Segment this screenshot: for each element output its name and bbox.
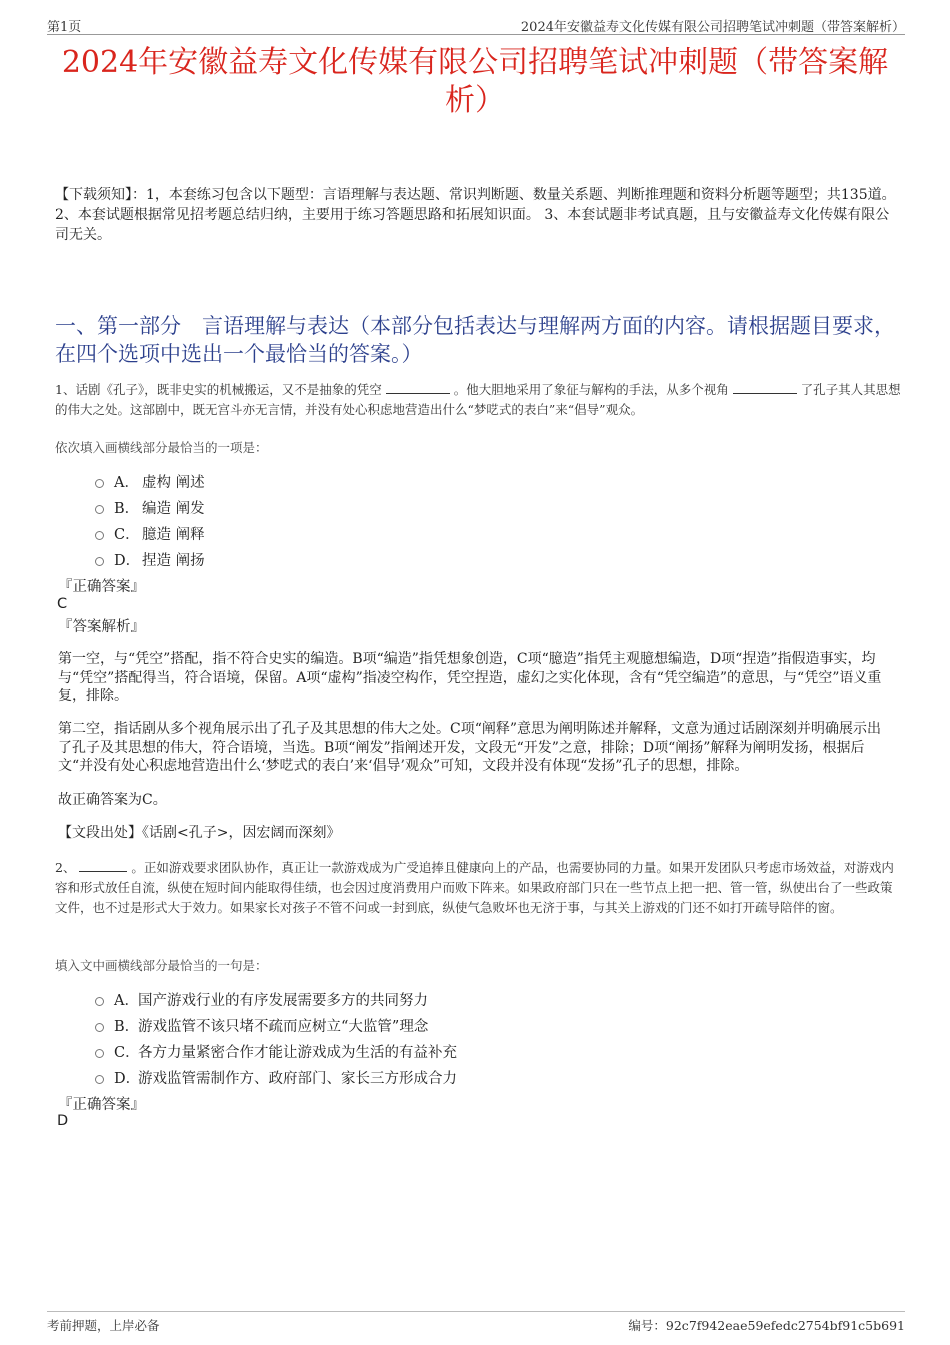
q1-analysis-label: 『答案解析』 (58, 619, 145, 635)
q2-option-c[interactable] (95, 1038, 457, 1064)
question-2-text (55, 858, 902, 918)
option-letter: C． (114, 526, 140, 543)
footer-serial: 编号：92c7f942eae59efedc2754bf91c5b691 (628, 1318, 905, 1333)
q1-option-c[interactable] (95, 520, 205, 546)
document-title: 2024年安徽益寿文化传媒有限公司招聘笔试冲刺题（带答案解析） (61, 45, 889, 118)
q1-option-d[interactable] (95, 546, 205, 572)
page-header (47, 14, 905, 35)
q1-source: 【文段出处】《话剧<孔子>，因宏阔而深刻》 (58, 825, 341, 841)
option-text: 臆造 阐释 (142, 526, 205, 543)
footer-slogan: 考前押题，上岸必备 (47, 1318, 160, 1333)
q2-text-part-a: 2、 (55, 860, 76, 875)
radio-icon[interactable] (95, 479, 104, 488)
option-letter: C． (114, 1044, 140, 1061)
radio-icon[interactable] (95, 1049, 104, 1058)
radio-icon[interactable] (95, 1023, 104, 1032)
q2-options (95, 986, 457, 1090)
q2-text-part-b: 。正如游戏要求团队协作，真正让一款游戏成为广受追捧且健康向上的产品，也需要协同的力量。如果开发团队只考虑市场效益，对游戏内容和形式放任自流，纵使在短时间内能取得佳绩，也会因过度消费用户而败下阵来。如果政府部门只在一些节点上把一把、管一管，纵使出台了一些政策文件，也不过是形式大于效力。如果家长对孩子不管不问或一封到底，纵使气急败坏也无济于事，与其关上游戏的门还不如打开疏导陪伴的窗。 (55, 860, 894, 915)
page-number: 第1页 (47, 20, 82, 35)
q1-answer-value: C (57, 596, 68, 612)
q1-blank-2 (733, 381, 797, 394)
q2-instruction: 填入文中画横线部分最恰当的一句是： (55, 958, 268, 973)
option-letter: B． (114, 500, 140, 517)
q1-option-b[interactable] (95, 494, 205, 520)
q1-answer-label: 『正确答案』 (58, 579, 145, 595)
option-text: 国产游戏行业的有序发展需要多方的共同努力 (138, 992, 428, 1009)
option-letter: D． (114, 552, 141, 569)
download-notice: 【下载须知】：1，本套练习包含以下题型：言语理解与表达题、常识判断题、数量关系题、判断推理题和资料分析题等题型；共135道。 2、本套试题根据常见招考题总结归纳，主要用于练习答题思路和拓展知识面。 3、本套试题非考试真题，且与安徽益寿文化传媒有限公司无关。 (55, 187, 896, 243)
page-footer (47, 1311, 905, 1334)
radio-icon[interactable] (95, 1075, 104, 1084)
q1-option-a[interactable] (95, 468, 205, 494)
radio-icon[interactable] (95, 531, 104, 540)
option-text: 编造 阐发 (142, 500, 205, 517)
q1-analysis-paragraph: 第二空，指话剧从多个视角展示出了孔子及其思想的伟大之处。C项“阐释”意思为阐明陈述并解释，文意为通过话剧深刻并明确展示出了孔子及其思想的伟大，符合语境，当选。B项“阐发”指阐述开发，文段无“开发”之意，排除；D项“阐扬”解释为阐明发扬，根据后文“并没有处心积虑地营造出什么‘梦呓式的表白’来‘倡导’观众”可知，文段并没有体现“发扬”孔子的思想，排除。 (58, 721, 882, 774)
option-text: 各方力量紧密合作才能让游戏成为生活的有益补充 (138, 1044, 457, 1061)
q1-blank-1 (386, 381, 450, 394)
option-text: 游戏监管不该只堵不疏而应树立“大监管”理念 (138, 1018, 429, 1035)
q1-text-part-a: 1、话剧《孔子》，既非史实的机械搬运，又不是抽象的凭空 (55, 382, 382, 397)
q2-option-d[interactable] (95, 1064, 457, 1090)
q2-answer-label: 『正确答案』 (58, 1097, 145, 1113)
radio-icon[interactable] (95, 557, 104, 566)
question-1-text (55, 380, 902, 420)
q1-options (95, 468, 205, 572)
radio-icon[interactable] (95, 505, 104, 514)
q1-text-part-b: 。他大胆地采用了象征与解构的手法，从多个视角 (453, 382, 729, 397)
radio-icon[interactable] (95, 997, 104, 1006)
q2-option-a[interactable] (95, 986, 457, 1012)
q1-analysis-conclusion: 故正确答案为C。 (58, 792, 167, 808)
q1-text-part-c: 了孔子其人其思想的伟大之处。这部剧中，既无宫斗亦无言情，并没有处心积虑地营造出什么“梦呓式的表白”来“倡导”观众。 (55, 382, 901, 417)
option-letter: D． (114, 1070, 141, 1087)
q1-instruction: 依次填入画横线部分最恰当的一项是： (55, 440, 268, 455)
option-letter: A． (114, 474, 139, 491)
q2-blank (79, 859, 127, 872)
q1-analysis-paragraph: 第一空，与“凭空”搭配，指不符合史实的编造。B项“编造”指凭想象创造，C项“臆造”指凭主观臆想编造，D项“捏造”指假造事实，均与“凭空”搭配得当，符合语境，保留。A项“虚构”指凌空构作，凭空捏造，虚幻之实化体现，含有“凭空编造”的意思，与“凭空”语义重复，排除。 (58, 651, 882, 704)
option-text: 捏造 阐扬 (142, 552, 205, 569)
option-text: 游戏监管需制作方、政府部门、家长三方形成合力 (138, 1070, 457, 1087)
option-text: 虚构 阐述 (142, 474, 205, 491)
q2-option-b[interactable] (95, 1012, 457, 1038)
q2-answer-value: D (57, 1113, 69, 1129)
option-letter: B． (114, 1018, 140, 1035)
option-letter: A． (114, 992, 139, 1009)
header-doc-title: 2024年安徽益寿文化传媒有限公司招聘笔试冲刺题（带答案解析） (520, 20, 905, 35)
section-title: 一、第一部分 言语理解与表达（本部分包括表达与理解两方面的内容。请根据题目要求，在四个选项中选出一个最恰当的答案。） (55, 314, 895, 366)
